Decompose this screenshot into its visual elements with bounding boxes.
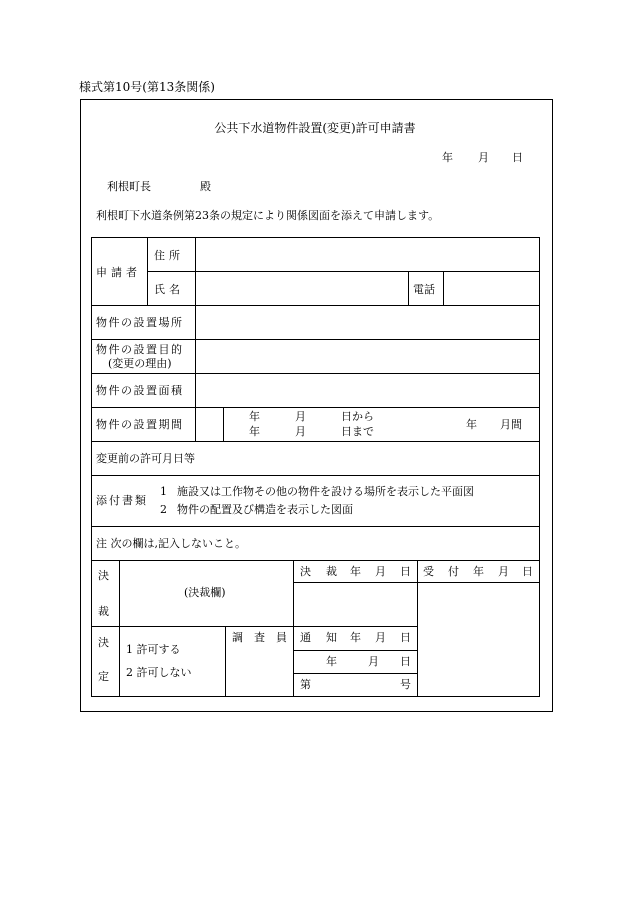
investigator-2: 査 — [254, 631, 265, 644]
kessai-date-4: 月 — [375, 565, 386, 578]
purpose-sub-label: (変更の理由) — [108, 357, 172, 370]
date-year-label: 年 — [442, 151, 453, 164]
date-month-label: 月 — [478, 151, 489, 164]
period-from-day: 日から — [341, 410, 374, 423]
attachment-1-text: 施設又は工作物その他の物件を設ける場所を表示した平面図 — [177, 485, 474, 498]
kessai-char-2: 裁 — [98, 605, 109, 618]
kessai-date-3: 年 — [350, 565, 361, 578]
area-label: 物件の設置面積 — [96, 384, 184, 397]
addressee-honorific: 殿 — [200, 180, 211, 193]
option-reject: 2 許可しない — [126, 666, 192, 679]
period-total-year: 年 — [466, 418, 477, 431]
attachments-label: 添付書類 — [96, 494, 148, 507]
notice-4: 月 — [375, 631, 386, 644]
option-approve: 1 許可する — [126, 643, 181, 656]
phone-label: 電話 — [413, 283, 435, 296]
period-to-month: 月 — [295, 425, 306, 438]
period-from-month: 月 — [295, 410, 306, 423]
prior-permit-label: 変更前の許可月日等 — [96, 452, 195, 465]
attachment-1-num: 1 — [160, 485, 167, 498]
purpose-label: 物件の設置目的 — [96, 343, 184, 356]
addressee: 利根町長 — [107, 180, 151, 193]
investigator-3: 員 — [276, 631, 287, 644]
period-to-day: 日まで — [341, 425, 374, 438]
intro-text: 利根町下水道条例第23条の規定により関係図面を添えて申請します。 — [96, 209, 440, 222]
kettei-char-1: 決 — [98, 636, 109, 649]
period-total-months: 月間 — [500, 418, 522, 431]
note-text: 注 次の欄は,記入しないこと。 — [96, 537, 246, 550]
kessai-date-1: 決 — [300, 565, 311, 578]
form-number: 様式第10号(第13条関係) — [79, 80, 215, 94]
receipt-3: 年 — [473, 565, 484, 578]
kessai-char-1: 決 — [98, 569, 109, 582]
period-label: 物件の設置期間 — [96, 418, 184, 431]
name-label: 氏名 — [154, 283, 184, 296]
kessai-date-2: 裁 — [326, 565, 337, 578]
date-day-label: 日 — [512, 151, 523, 164]
receipt-4: 月 — [498, 565, 509, 578]
notice-date-month: 月 — [368, 655, 379, 668]
kessai-date-5: 日 — [400, 565, 411, 578]
receipt-5: 日 — [522, 565, 533, 578]
receipt-1: 受 — [423, 565, 434, 578]
attachment-2-num: 2 — [160, 503, 167, 516]
number-suffix: 号 — [400, 678, 411, 691]
attachment-2-text: 物件の配置及び構造を表示した図面 — [177, 503, 353, 516]
notice-date-day: 日 — [400, 655, 411, 668]
notice-2: 知 — [326, 631, 337, 644]
period-to-year: 年 — [249, 425, 260, 438]
notice-1: 通 — [300, 631, 311, 644]
notice-3: 年 — [350, 631, 361, 644]
address-label: 住所 — [154, 249, 184, 262]
receipt-2: 付 — [448, 565, 459, 578]
investigator-1: 調 — [232, 631, 243, 644]
kessai-field-label: (決裁欄) — [184, 586, 226, 599]
applicant-label: 申請者 — [96, 266, 141, 279]
period-from-year: 年 — [249, 410, 260, 423]
number-prefix: 第 — [300, 678, 311, 691]
notice-5: 日 — [400, 631, 411, 644]
location-label: 物件の設置場所 — [96, 316, 184, 329]
document-title: 公共下水道物件設置(変更)許可申請書 — [214, 121, 416, 135]
notice-date-year: 年 — [326, 655, 337, 668]
kettei-char-2: 定 — [98, 670, 109, 683]
